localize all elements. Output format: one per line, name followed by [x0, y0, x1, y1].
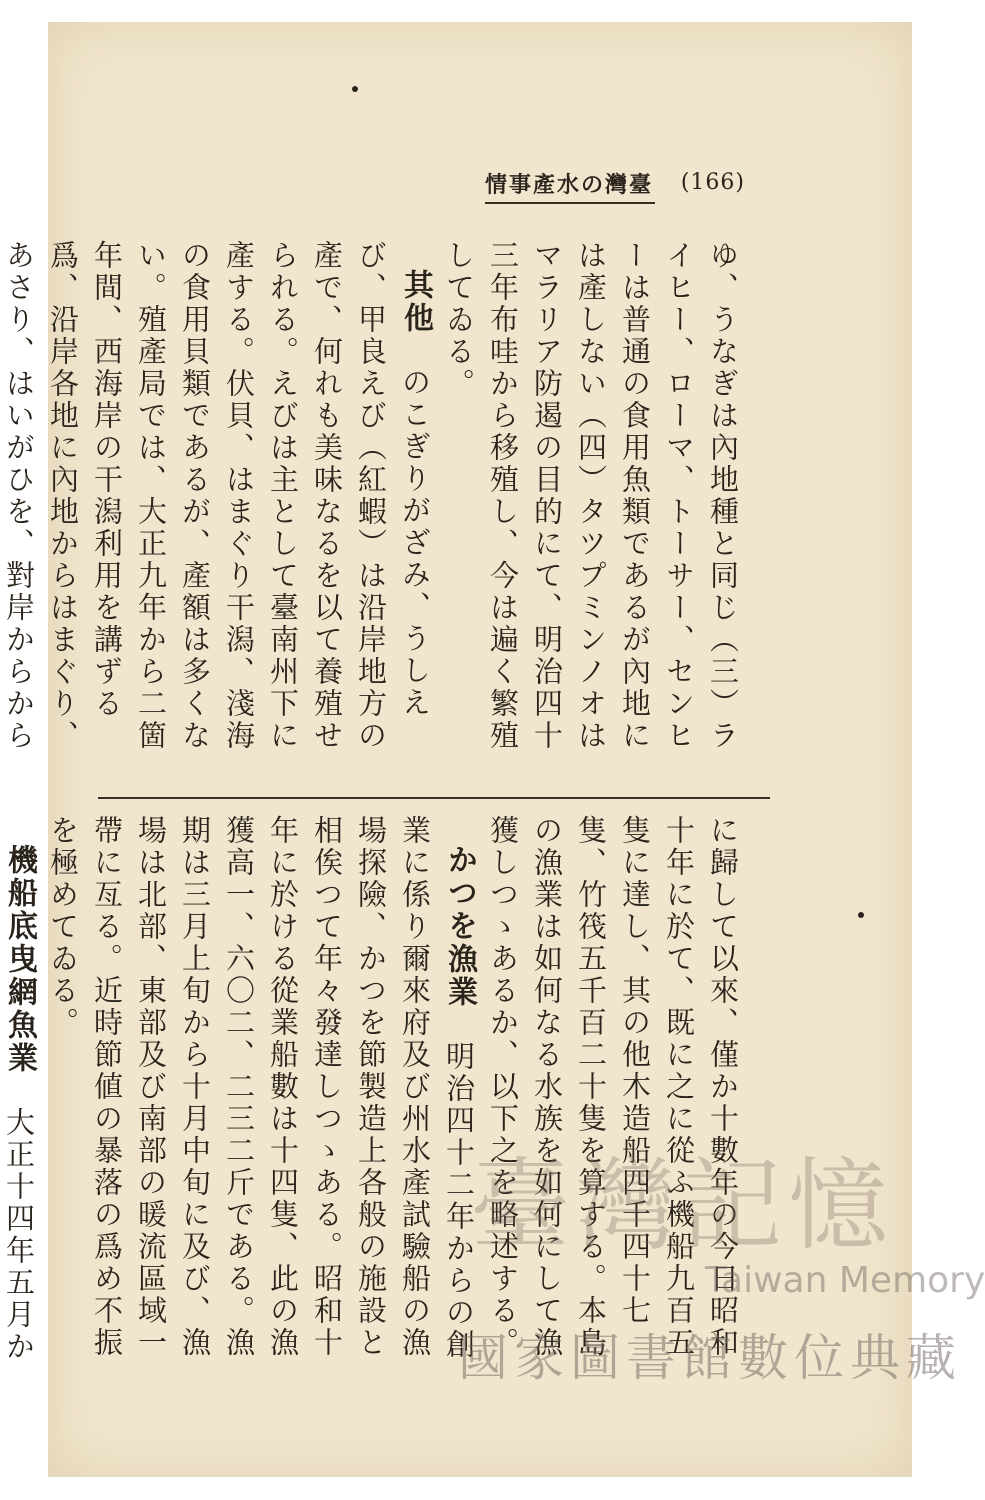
top-text-columns — [2, 240, 745, 780]
bottom-text-block — [2, 815, 745, 1375]
scan-speck — [858, 912, 864, 918]
section-heading: かつを漁業 — [442, 844, 477, 1009]
paragraph-body: 明治四十二年からの創業に係り爾來府及び州水產試驗船の漁場探險、かつを節製造上各般の施設と相俟つて年々發達しつゝある。昭和十年に於ける從業船數は十四隻、此の漁獲高一、六〇二、二三二斤である。漁期は三月上旬から十月中旬に及び、漁場は北部、東部及び南部の暖流區域一帶に亙る。近時節値の暴落の爲め不振を極めてゐる。 — [46, 815, 476, 1361]
watermark-subtitle: 國家圖書館數位典藏 — [458, 1329, 962, 1387]
scan-speck — [352, 86, 358, 92]
paragraph — [0, 240, 437, 780]
watermark-chars: 臺灣記憶 — [470, 1147, 894, 1264]
running-title: 臺灣の水產事情 — [485, 172, 654, 198]
watermark-latin: Taiwan Memory — [705, 1260, 985, 1301]
paragraph — [41, 815, 481, 1375]
paragraph: に歸して以來、僅か十數年の今日昭和十年に於て、既に之に從ふ機船九百五隻に達し、其の他木造船四千四十七隻、竹筏五千百二十隻を算する。本島の漁業は如何なる水族を如何にして漁獲しつゝあるか、以下之を略述する。 — [486, 815, 740, 1359]
page-number: (166) — [680, 170, 745, 195]
bottom-text-columns — [2, 815, 745, 1375]
section-heading: 機船底曳網魚業 — [2, 844, 37, 1075]
paragraph-body: 大正十四年五月か — [2, 1107, 36, 1363]
paragraph-body: のこぎりがざみ、うしえび、甲良えび（紅蝦）は沿岸地方の產で、何れも美味なるを以て養殖せられる。えびは主として臺南州下に產する。伏貝、はまぐり干潟、淺海の食用貝類であるが、產額は多くない。殖產局では、大正九年から二箇年間、西海岸の干潟利用を講ずる爲、沿岸各地に內地からはまぐり、あさり、はいがひを、對岸からから — [2, 240, 432, 752]
page-header — [445, 162, 745, 210]
section-divider — [98, 797, 770, 799]
paragraph: ゆ、うなぎは內地種と同じ（三）ライヒー、ローマ、トーサー、センヒーは普通の食用魚類であるが內地には產しない（四）タツプミンノオはマラリア防遏の目的にて、明治四十三年布哇から移殖し、今は遍く繁殖してゐる。 — [442, 240, 740, 752]
paragraph — [0, 815, 41, 1375]
running-title-rule — [485, 202, 655, 204]
top-text-block — [2, 240, 745, 780]
section-heading: 其他 — [398, 269, 433, 335]
